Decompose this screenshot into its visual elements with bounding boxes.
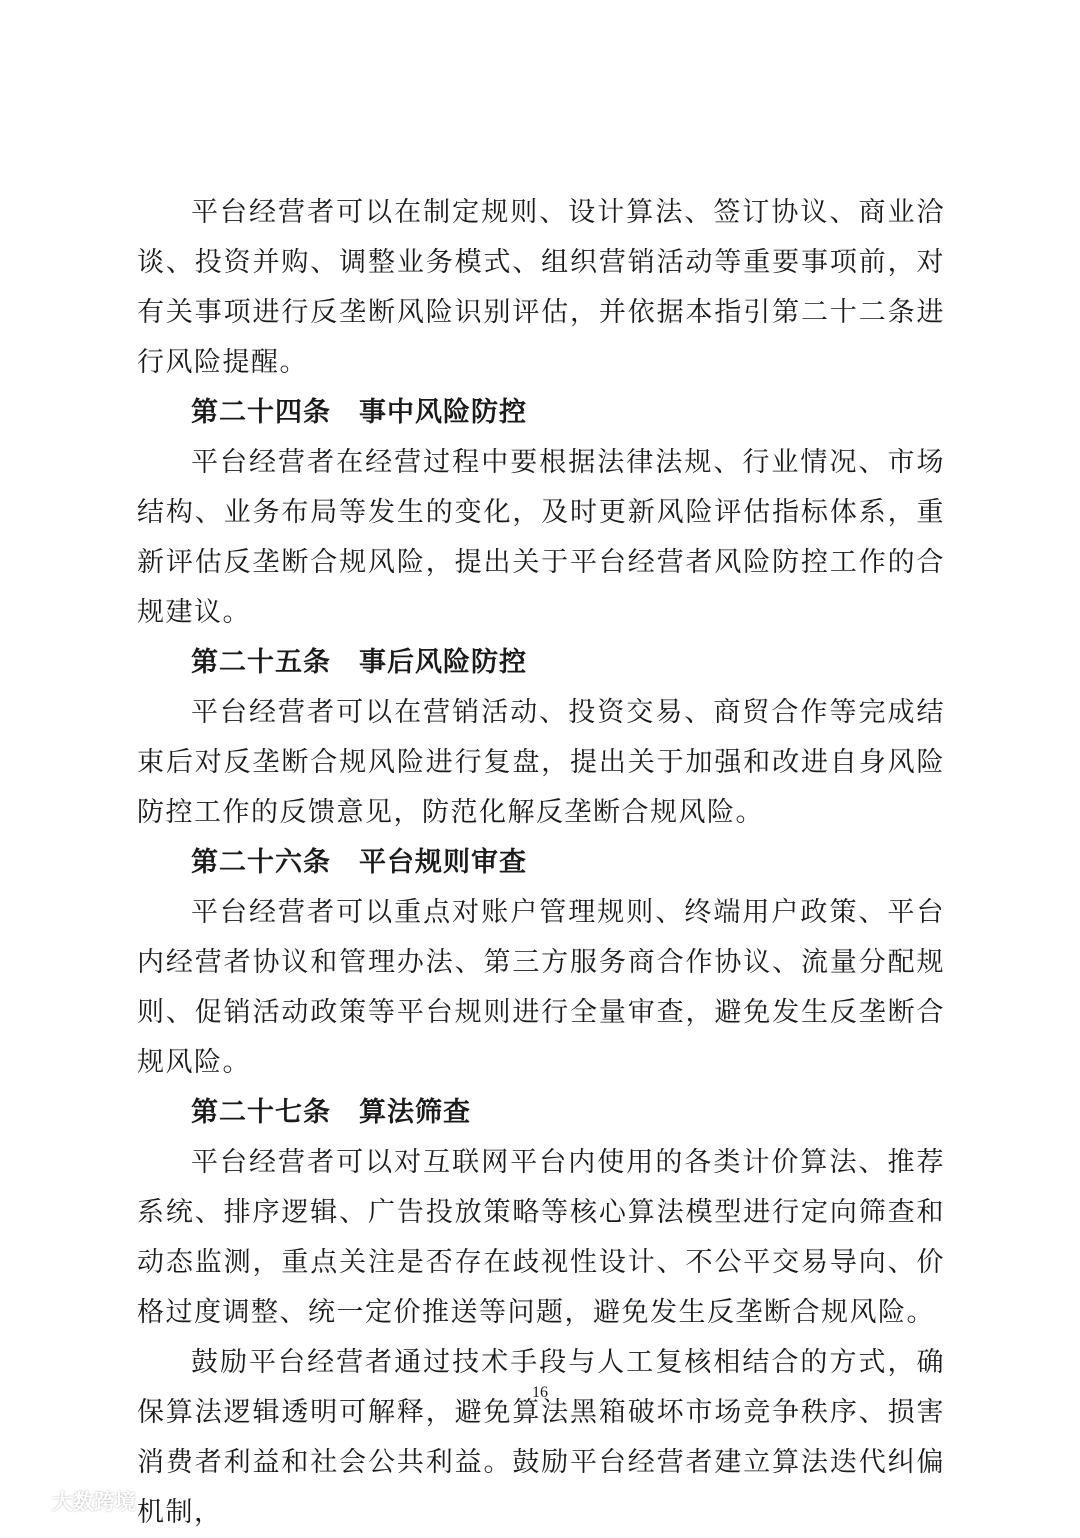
paragraph-article-25: 平台经营者可以在营销活动、投资交易、商贸合作等完成结束后对反垄断合规风险进行复盘，提出关于加强和改进自身风险防控工作的反馈意见，防范化解反垄断合规风险。 — [137, 697, 945, 828]
paragraph-article-26: 平台经营者可以重点对账户管理规则、终端用户政策、平台内经营者协议和管理办法、第三方服务商合作协议、流量分配规则、促销活动政策等平台规则进行全量审查，避免发生反垄断合规风险。 — [137, 897, 945, 1078]
article-24-heading: 第二十四条 事中风险防控 — [191, 397, 527, 428]
paragraph-article-24: 平台经营者在经营过程中要根据法律法规、行业情况、市场结构、业务布局等发生的变化，及时更新风险评估指标体系，重新评估反垄断合规风险，提出关于平台经营者风险防控工作的合规建议。 — [137, 447, 945, 628]
paragraph-article-27: 平台经营者可以对互联网平台内使用的各类计价算法、推荐系统、排序逻辑、广告投放策略等核心算法模型进行定向筛查和动态监测，重点关注是否存在歧视性设计、不公平交易导向、价格过度调整、统一定价推送等问题，避免发生反垄断合规风险。 — [137, 1147, 945, 1328]
watermark — [8, 1486, 136, 1516]
article-27-heading: 第二十七条 算法筛查 — [191, 1097, 471, 1128]
paragraph-risk-identification: 平台经营者可以在制定规则、设计算法、签订协议、商业洽谈、投资并购、调整业务模式、组织营销活动等重要事项前，对有关事项进行反垄断风险识别评估，并依据本指引第二十二条进行风险提醒。 — [137, 197, 945, 378]
watermark-logo-icon — [8, 1488, 48, 1514]
paragraph-article-27-encouragement: 鼓励平台经营者通过技术手段与人工复核相结合的方式，确保算法逻辑透明可解释，避免算法黑箱破坏市场竞争秩序、损害消费者利益和社会公共利益。鼓励平台经营者建立算法迭代纠偏机制， — [137, 1347, 945, 1528]
watermark-text: 大数跨境 — [52, 1490, 136, 1514]
article-26-heading: 第二十六条 平台规则审查 — [191, 847, 527, 878]
article-25-heading: 第二十五条 事后风险防控 — [191, 647, 527, 678]
document-body — [137, 188, 945, 1538]
page-number: 16 — [532, 1384, 548, 1401]
